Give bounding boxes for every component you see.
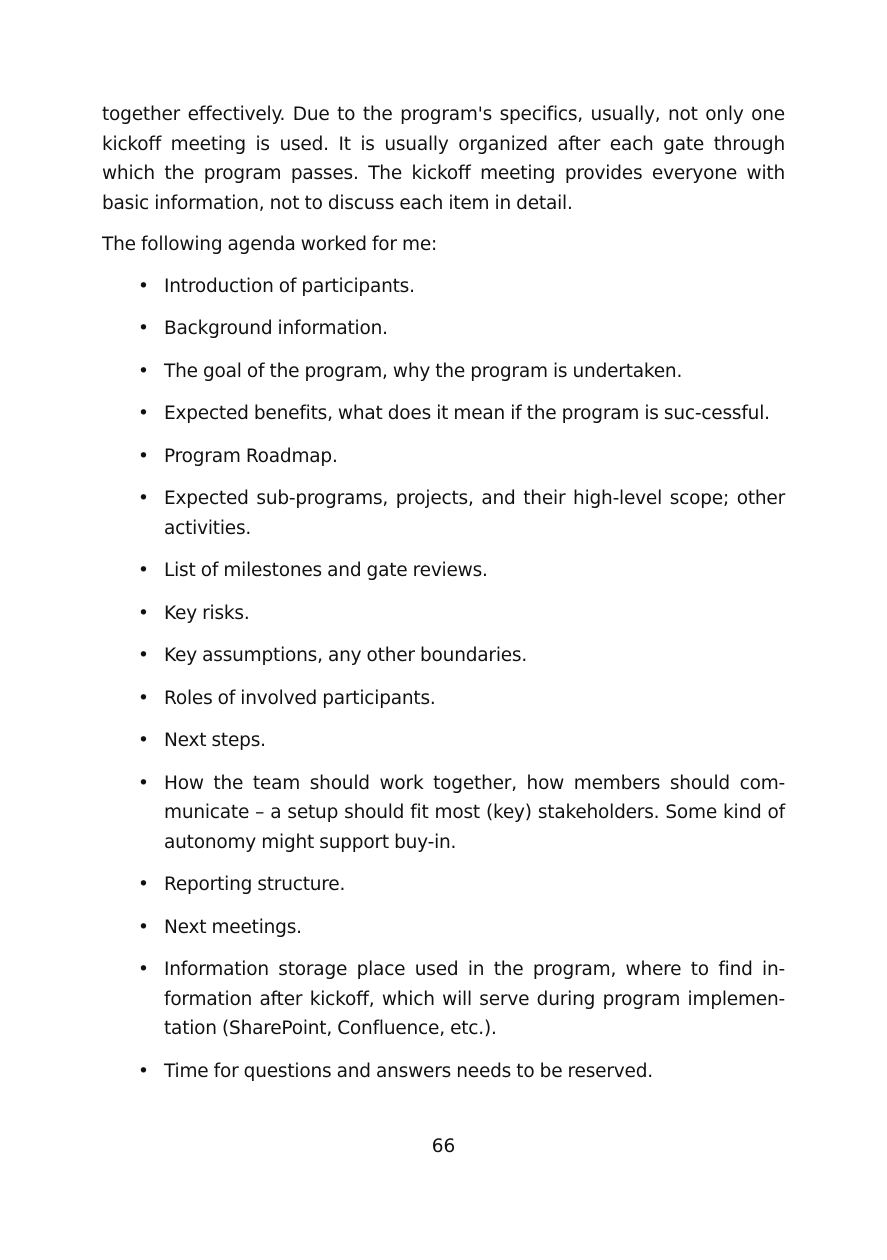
list-item <box>102 314 785 344</box>
list-item-text: Background information. <box>164 318 388 339</box>
bullet-icon: • <box>138 916 149 938</box>
bullet-icon: • <box>138 275 149 297</box>
bullet-icon: • <box>138 959 149 980</box>
list-item-text: Information storage place used in the program, where to find in-formation after kickoff, which will serve during program implemen-tation (SharePoint, Confluence, etc.). <box>164 959 785 1039</box>
page-body <box>102 100 785 1099</box>
list-item-text: How the team should work together, how members should com-municate – a setup should fit most (key) stakeholders. Some kind of autonomy might support buy-in. <box>164 772 785 853</box>
list-item <box>102 769 785 858</box>
list-item <box>102 272 785 302</box>
list-item-text: Reporting structure. <box>164 874 346 895</box>
list-item-text: Time for questions and answers needs to be reserved. <box>164 1060 653 1082</box>
paragraph-intro: together effectively. Due to the program's specifics, usually, not only one kickoff meeting is used. It is usually organized after each gate through which the program passes. The kickoff meeting provides everyone with basic information, not to discuss each item in detail. <box>102 104 785 214</box>
bullet-icon: • <box>138 403 149 424</box>
paragraph-agenda-lead: The following agenda worked for me: <box>102 234 438 255</box>
bullet-icon: • <box>138 687 149 709</box>
list-item <box>102 726 785 756</box>
bullet-icon: • <box>138 360 149 382</box>
list-item-text: Key assumptions, any other boundaries. <box>164 645 528 666</box>
list-item-text: Introduction of participants. <box>164 275 415 297</box>
list-item <box>102 913 785 943</box>
list-item <box>102 556 785 586</box>
list-item-text: Next meetings. <box>164 916 302 938</box>
list-item-text: Next steps. <box>164 730 266 751</box>
list-item <box>102 484 785 543</box>
list-item-text: Roles of involved participants. <box>164 687 436 709</box>
bullet-icon: • <box>138 560 149 581</box>
list-item <box>102 684 785 714</box>
list-item-text: Program Roadmap. <box>164 445 338 467</box>
list-item <box>102 399 785 429</box>
list-item <box>102 955 785 1044</box>
list-item-text: Key risks. <box>164 602 250 624</box>
list-item <box>102 641 785 671</box>
bullet-icon: • <box>138 602 149 624</box>
bullet-icon: • <box>138 318 149 339</box>
list-item-text: The goal of the program, why the program is undertaken. <box>164 360 683 382</box>
bullet-icon: • <box>138 645 149 666</box>
bullet-icon: • <box>138 488 149 509</box>
bullet-icon: • <box>138 445 149 467</box>
list-item-text: Expected benefits, what does it mean if the program is suc-cessful. <box>164 403 770 424</box>
bullet-icon: • <box>138 730 149 751</box>
bullet-icon: • <box>138 772 149 794</box>
page-number: 66 <box>431 1136 456 1157</box>
list-item <box>102 870 785 900</box>
list-item-text: Expected sub-programs, projects, and their high-level scope; other activities. <box>164 488 785 539</box>
list-item <box>102 357 785 387</box>
list-item-text: List of milestones and gate reviews. <box>164 560 488 581</box>
list-item <box>102 442 785 472</box>
bullet-icon: • <box>138 1060 149 1082</box>
bullet-icon: • <box>138 874 149 895</box>
list-item <box>102 1057 785 1087</box>
agenda-list <box>102 272 785 1087</box>
list-item <box>102 599 785 629</box>
